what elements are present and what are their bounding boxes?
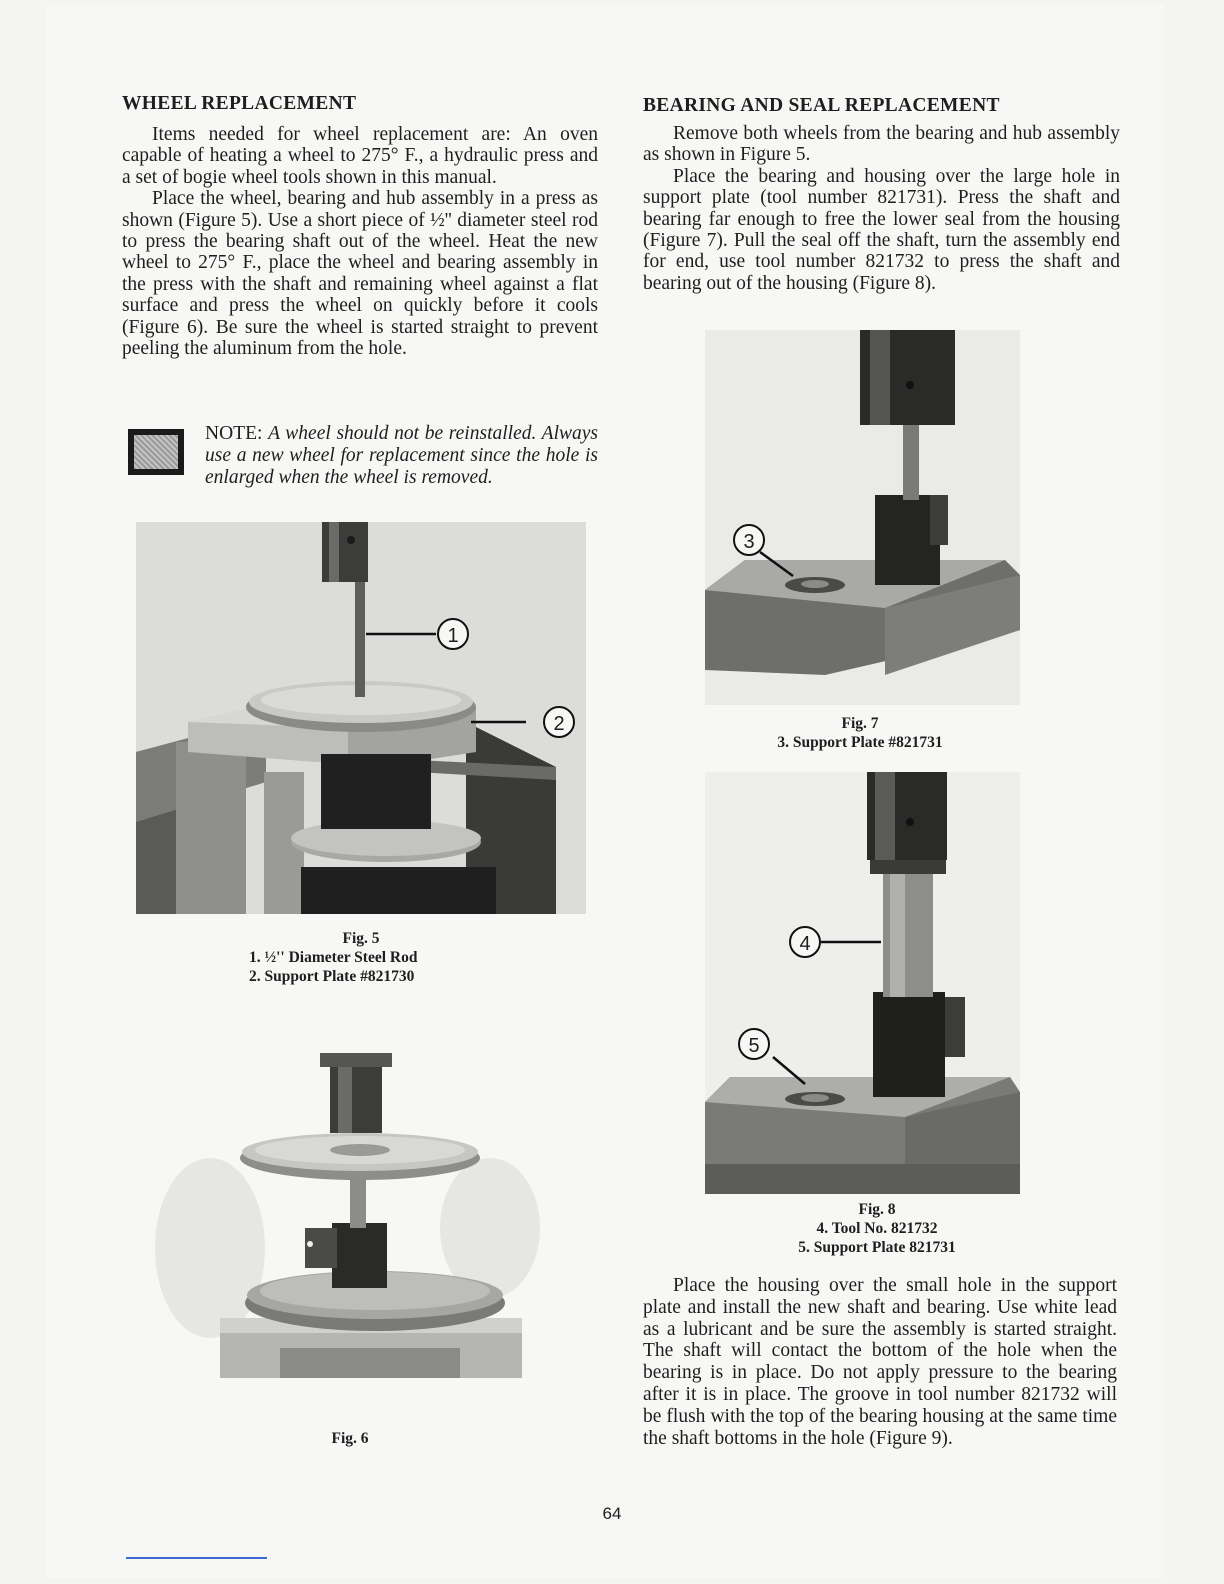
fig5-item-2: 2. Support Plate #821730 (249, 968, 415, 985)
fig8-caption (757, 1200, 997, 1257)
wheel-replacement-para-2: Place the wheel, bearing and hub assembly in a press as shown (Figure 5). Use a short piece of ½'' diameter steel rod to press the bearing shaft out of the wheel. Heat the new wheel to 275° F., place the wheel and bearing assembly in the press with the shaft and remaining wheel against a flat surface and press the wheel on quickly before it cools (Figure 6). Be sure the wheel is started straight to prevent peeling the aluminum from the hole. (122, 188, 598, 360)
figure-8-photo (705, 772, 1020, 1194)
bearing-seal-para-3: Place the housing over the small hole in the support plate and install the new shaft and bearing. Use white lead as a lubricant and be sure the assembly is started straight. The shaft will contact the bottom of the hole when the bearing is in place. Do not apply pressure to the bearing after it is in place. The groove in tool number 821732 will be flush with the top of the bearing housing at the same time the shaft bottoms in the hole (Figure 9). (643, 1275, 1117, 1449)
fig5-title: Fig. 5 (342, 930, 380, 947)
note-icon (128, 429, 184, 475)
wheel-replacement-para-1: Items needed for wheel replacement are: An oven capable of heating a wheel to 275° F., a hydraulic press and a set of bogie wheel tools shown in this manual. (122, 124, 598, 188)
fig8-callout-4: 4 (789, 926, 821, 958)
fig7-callout-3: 3 (733, 524, 765, 556)
right-column (643, 94, 1120, 294)
right-column-bottom (643, 1275, 1117, 1449)
fig6-caption (300, 1429, 400, 1448)
wheel-replacement-heading: WHEEL REPLACEMENT (122, 93, 357, 114)
fig5-caption (236, 929, 486, 986)
fig7-item-3: 3. Support Plate #821731 (777, 734, 943, 751)
bearing-seal-para-1: Remove both wheels from the bearing and hub assembly as shown in Figure 5. (643, 123, 1120, 166)
fig8-callout-5: 5 (738, 1028, 770, 1060)
note-body: A wheel should not be reinstalled. Always use a new wheel for replacement since the hole is enlarged when the wheel is removed. (205, 423, 598, 488)
fig5-item-1: 1. ½'' Diameter Steel Rod (249, 949, 418, 966)
page-number: 64 (602, 1504, 622, 1523)
figure-6-photo (150, 1048, 550, 1388)
bearing-seal-para-2: Place the bearing and housing over the large hole in support plate (tool number 821731). Press the shaft and bearing far enough to free the lower seal from the housing (Figure 7). Pull the seal off the shaft, turn the assembly end for end, use tool number 821732 to press the shaft and bearing out of the housing (Figure 8). (643, 165, 1120, 294)
footer-rule (126, 1557, 267, 1559)
bearing-seal-heading: BEARING AND SEAL REPLACEMENT (643, 95, 1000, 116)
fig6-title: Fig. 6 (331, 1430, 369, 1447)
left-column (122, 92, 598, 359)
note-box (122, 423, 598, 509)
fig7-caption (740, 714, 980, 752)
fig8-item-4: 4. Tool No. 821732 (816, 1220, 938, 1237)
note-text (205, 423, 598, 489)
fig8-item-5: 5. Support Plate 821731 (798, 1239, 956, 1256)
figure-5-photo (136, 522, 586, 914)
note-label: NOTE: (205, 423, 263, 444)
fig5-callout-1: 1 (437, 618, 469, 650)
fig7-title: Fig. 7 (841, 715, 879, 732)
fig8-title: Fig. 8 (858, 1201, 896, 1218)
fig5-callout-2: 2 (543, 706, 575, 738)
figure-7-photo (705, 330, 1020, 705)
